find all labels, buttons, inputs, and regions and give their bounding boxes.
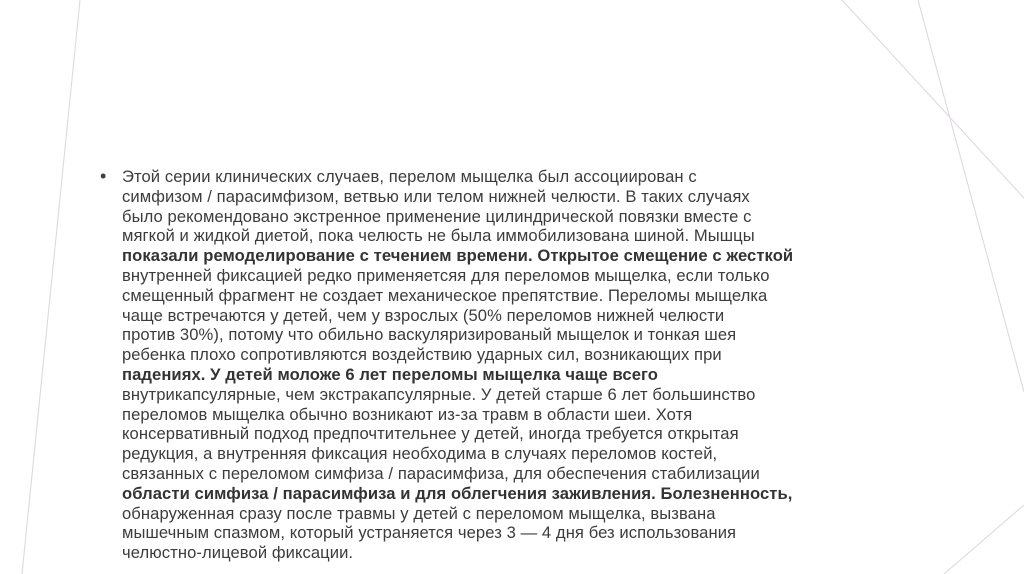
text-line: было рекомендовано экстренное применение цилиндрической повязки вместе с xyxy=(122,206,752,226)
text-line: показали ремоделирование с течением времени. Открытое смещение с жесткой xyxy=(122,246,794,266)
text-line: против 30%), потому что обильно васкуляризированый мыщелок и тонкая шея xyxy=(122,325,737,345)
text-line: внутрикапсулярные, чем экстракапсулярные. У детей старше 6 лет большинство xyxy=(122,384,756,404)
text-line: связанных с переломом симфиза / парасимфиза, для обеспечения стабилизации xyxy=(122,463,760,483)
text-line: редукция, а внутренняя фиксация необходима в случаях переломов костей, xyxy=(122,444,718,464)
text-line: челюстно-лицевой фиксации. xyxy=(122,543,354,563)
text-line: ребенка плохо сопротивляются воздействию ударных сил, возникающих при xyxy=(122,345,722,365)
text-line: симфизом / парасимфизом, ветвью или телом нижней челюсти. В таких случаях xyxy=(122,186,750,206)
text-line: смещенный фрагмент не создает механическое препятствие. Переломы мыщелка xyxy=(122,285,768,305)
decor-line-bottom-right xyxy=(944,505,1024,574)
text-line: мышечным спазмом, который устраняется через 3 — 4 дня без использования xyxy=(122,523,737,543)
text-line: падениях. У детей моложе 6 лет переломы мыщелка чаще всего xyxy=(122,364,659,384)
decor-line-right-steep xyxy=(918,0,1024,392)
text-line: чаще встречаются у детей, чем у взрослых (50% переломов нижней челюсти xyxy=(122,305,725,325)
text-line: мягкой и жидкой диетой, пока челюсть не была иммобилизована шиной. Мышцы xyxy=(122,226,755,246)
text-line: переломов мыщелка обычно возникают из-за травм в области шеи. Хотя xyxy=(122,404,693,424)
bullet-marker: • xyxy=(100,166,107,186)
body-paragraph xyxy=(122,167,900,563)
text-line: Этой серии клинических случаев, перелом мыщелка был ассоциирован с xyxy=(122,167,697,186)
content-area xyxy=(100,167,900,563)
text-line: внутренней фиксацией редко применяетсяя для переломов мыщелка, если только xyxy=(122,265,770,285)
decor-line-left xyxy=(22,0,80,574)
text-line: консервативный подход предпочтительнее у детей, иногда требуется открытая xyxy=(122,424,739,444)
text-line: области симфиза / парасимфиза и для облегчения заживления. Болезненность, xyxy=(122,483,793,503)
text-line: обнаруженная сразу после травмы у детей с переломом мыщелка, вызвана xyxy=(122,503,716,523)
bullet-item xyxy=(100,167,900,563)
